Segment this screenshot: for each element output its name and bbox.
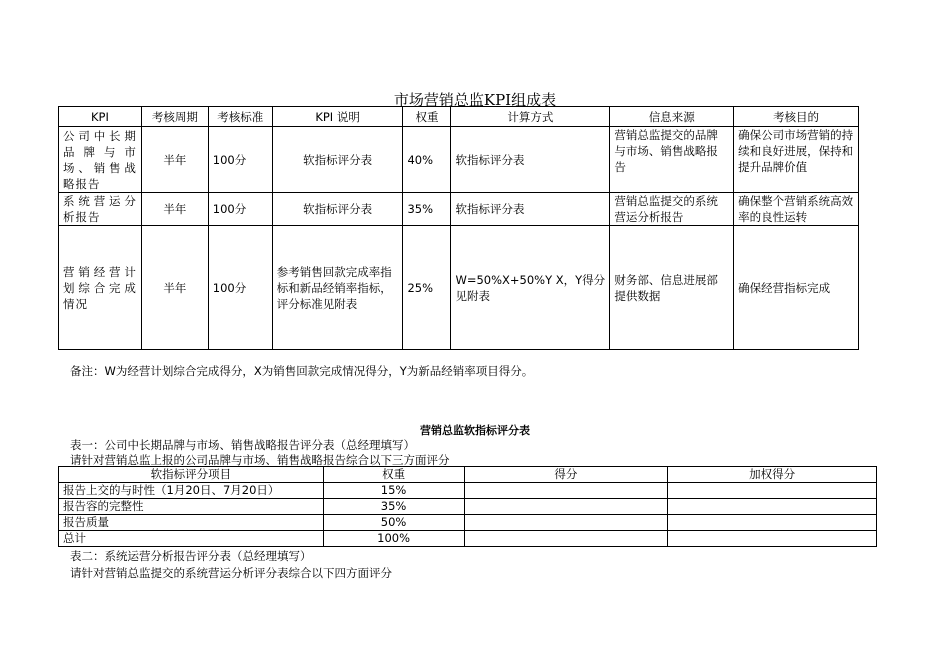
score-row (59, 499, 877, 515)
kpi-source: 营销总监提交的品牌与市场、销售战略报告 (610, 127, 734, 193)
header-description: KPI 说明 (272, 107, 403, 127)
weighted-score-value[interactable] (668, 499, 877, 515)
header-weight: 权重 (323, 467, 464, 483)
kpi-source: 财务部、信息进展部提供数据 (610, 226, 734, 350)
header-purpose: 考核目的 (734, 107, 859, 127)
score-table (58, 466, 877, 547)
kpi-standard: 100分 (208, 193, 272, 226)
kpi-table (58, 106, 859, 350)
kpi-period: 半年 (141, 226, 208, 350)
table2-instruction: 请针对营销总监提交的系统营运分析评分表综合以下四方面评分 (70, 566, 392, 580)
header-source: 信息来源 (610, 107, 734, 127)
score-value[interactable] (464, 499, 668, 515)
kpi-description: 软指标评分表 (272, 127, 403, 193)
header-weight: 权重 (403, 107, 451, 127)
soft-score-title: 营销总监软指标评分表 (420, 424, 530, 437)
kpi-description: 软指标评分表 (272, 193, 403, 226)
kpi-purpose: 确保公司市场营销的持续和良好进展，保持和提升品牌价值 (734, 127, 859, 193)
weighted-score-value[interactable] (668, 483, 877, 499)
score-value[interactable] (464, 531, 668, 547)
header-weighted-score: 加权得分 (668, 467, 877, 483)
score-header-row (59, 467, 877, 483)
score-value[interactable] (464, 483, 668, 499)
score-value[interactable] (464, 515, 668, 531)
kpi-name: 营销经营计划综合完成情况 (59, 226, 142, 350)
header-method: 计算方式 (451, 107, 610, 127)
kpi-note: 备注：W为经营计划综合完成得分，X为销售回款完成情况得分，Y为新品经销率项目得分。 (70, 364, 534, 378)
header-item: 软指标评分项目 (59, 467, 324, 483)
header-standard: 考核标准 (208, 107, 272, 127)
score-row (59, 515, 877, 531)
kpi-row (59, 127, 859, 193)
kpi-table-title: 市场营销总监KPI组成表 (393, 91, 557, 109)
score-item: 报告容的完整性 (59, 499, 324, 515)
kpi-standard: 100分 (208, 226, 272, 350)
kpi-name: 系统营运分析报告 (59, 193, 142, 226)
kpi-name: 公司中长期品牌与市场、销售战略报告 (59, 127, 142, 193)
score-row (59, 483, 877, 499)
kpi-purpose: 确保经营指标完成 (734, 226, 859, 350)
kpi-purpose: 确保整个营销系统高效率的良性运转 (734, 193, 859, 226)
weighted-score-value[interactable] (668, 531, 877, 547)
score-weight: 100% (323, 531, 464, 547)
kpi-header-row (59, 107, 859, 127)
header-score: 得分 (464, 467, 668, 483)
score-item: 总计 (59, 531, 324, 547)
kpi-row (59, 193, 859, 226)
kpi-row (59, 226, 859, 350)
score-item: 报告上交的与时性（1月20日、7月20日） (59, 483, 324, 499)
header-kpi: KPI (59, 107, 142, 127)
score-item: 报告质量 (59, 515, 324, 531)
score-total-row (59, 531, 877, 547)
kpi-description: 参考销售回款完成率指标和新品经销率指标，评分标准见附表 (272, 226, 403, 350)
kpi-weight: 35% (403, 193, 451, 226)
table1-caption: 表一：公司中长期品牌与市场、销售战略报告评分表（总经理填写） (70, 438, 415, 452)
kpi-period: 半年 (141, 127, 208, 193)
kpi-method: W=50%X+50%Y X，Y得分见附表 (451, 226, 610, 350)
header-period: 考核周期 (141, 107, 208, 127)
kpi-weight: 25% (403, 226, 451, 350)
kpi-method: 软指标评分表 (451, 127, 610, 193)
kpi-method: 软指标评分表 (451, 193, 610, 226)
table2-caption: 表二：系统运营分析报告评分表（总经理填写） (70, 549, 312, 563)
weighted-score-value[interactable] (668, 515, 877, 531)
table1-instruction: 请针对营销总监上报的公司品牌与市场、销售战略报告综合以下三方面评分 (70, 453, 450, 467)
score-weight: 50% (323, 515, 464, 531)
kpi-source: 营销总监提交的系统营运分析报告 (610, 193, 734, 226)
kpi-weight: 40% (403, 127, 451, 193)
kpi-period: 半年 (141, 193, 208, 226)
kpi-standard: 100分 (208, 127, 272, 193)
score-weight: 15% (323, 483, 464, 499)
score-weight: 35% (323, 499, 464, 515)
